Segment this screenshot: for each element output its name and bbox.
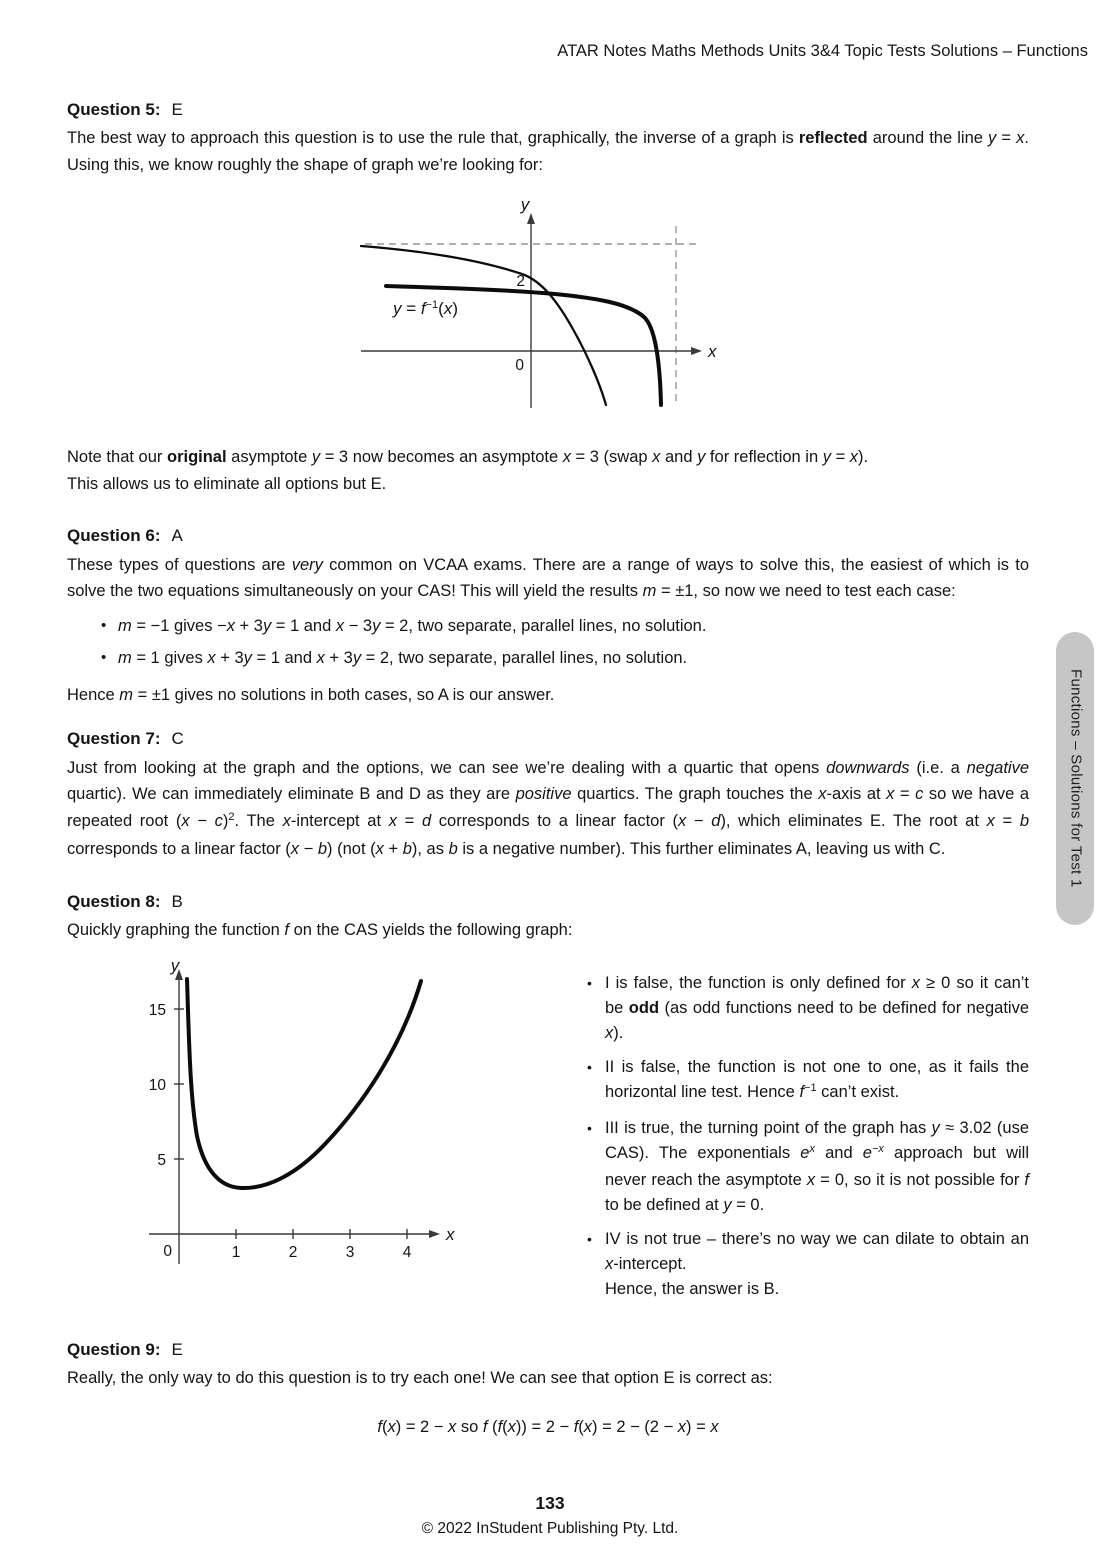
x-axis-arrow bbox=[691, 347, 702, 355]
x-tick-2: 2 bbox=[288, 1243, 298, 1261]
page-content bbox=[67, 97, 1029, 1441]
origin-label: 0 bbox=[515, 357, 524, 374]
question-8-bullets bbox=[585, 956, 1029, 1311]
cas-graph-svg bbox=[80, 956, 460, 1278]
x-axis-arrow bbox=[429, 1230, 440, 1238]
list-item: • I is false, the function is only defined for x ≥ 0 so it can’t be odd (as odd functions need to be defined for negative x). bbox=[585, 971, 1029, 1046]
y-tick-2: 2 bbox=[516, 273, 525, 290]
f-inverse-curve-label: $y = f^{-1}(x)$ bbox=[393, 299, 458, 318]
x-tick-4: 4 bbox=[402, 1243, 412, 1261]
function-curve bbox=[187, 979, 421, 1188]
list-item: • m = 1 gives x + 3y = 1 and x + 3y = 2, two separate, parallel lines, no solution. bbox=[67, 645, 1029, 672]
question-7-body: Just from looking at the graph and the options, we can see we’re dealing with a quartic that opens downwards (i.e. a negative quartic). We can immediately eliminate B and D as they are positive quartics. The graph touches the x-axis at x = c so we have a repeated root $(x - c)^2$. The x-intercept at x = d corresponds to a linear factor (x − d), which eliminates E. The root at x = b corresponds to a linear factor (x − b) (not (x + b), as b is a negative number). This further eliminates A, leaving us with C. bbox=[67, 758, 1030, 858]
page-header bbox=[67, 38, 1088, 65]
inverse-graph-svg bbox=[330, 198, 730, 420]
y-axis-arrow bbox=[527, 213, 535, 224]
inverse-graph-figure bbox=[330, 198, 730, 420]
question-9-heading: Question 9: E bbox=[67, 1339, 183, 1359]
y-axis-label: y bbox=[520, 198, 530, 214]
list-item: • II is false, the function is not one to one, as it fails the horizontal line test. Hence $f^{-1}$ can’t exist. bbox=[585, 1055, 1029, 1107]
question-6-conclusion: Hence m = ±1 gives no solutions in both cases, so A is our answer. bbox=[67, 685, 555, 704]
page-number: 133 bbox=[535, 1493, 565, 1513]
f-curve bbox=[361, 246, 606, 405]
question-7-heading: Question 7: C bbox=[67, 729, 184, 748]
question-5-note: Note that our original asymptote y = 3 now becomes an asymptote x = 3 (swap x and y for reflection in y = x). This allows us to eliminate all options but E. bbox=[67, 448, 869, 493]
x-axis-label: x bbox=[708, 342, 717, 361]
question-5-intro: The best way to approach this question is to use the rule that, graphically, the inverse of a graph is reflected around the line y = x. Using this, we know roughly the shape of graph we’re looking for: bbox=[67, 129, 1029, 174]
header-title: ATAR Notes Maths Methods Units 3&4 Topic Tests Solutions – Functions bbox=[557, 42, 1088, 60]
x-axis-label: x bbox=[446, 1224, 455, 1244]
copyright-notice: © 2022 InStudent Publishing Pty. Ltd. bbox=[421, 1520, 679, 1537]
question-6-intro: These types of questions are very common on VCAA exams. There are a range of ways to solve this, the easiest of which is to solve the two equations simultaneously on your CAS! This will yield the results m = ±1, so now we need to test each case: bbox=[67, 555, 1030, 600]
section-side-tab bbox=[1056, 632, 1094, 925]
section-side-tab-label: Functions – Solutions for Test 1 bbox=[1067, 669, 1085, 888]
question-8-intro: Quickly graphing the function f on the CAS yields the following graph: bbox=[67, 921, 573, 939]
question-9-intro: Really, the only way to do this question is to try each one! We can see that option E is correct as: bbox=[67, 1369, 773, 1387]
list-item: • IV is not true – there’s no way we can dilate to obtain an x-intercept. Hence, the answer is B. bbox=[585, 1227, 1029, 1302]
question-6-bullets bbox=[67, 613, 1029, 672]
x-tick-1: 1 bbox=[231, 1243, 241, 1261]
question-6-heading: Question 6: A bbox=[67, 526, 183, 545]
cas-graph-figure bbox=[80, 956, 460, 1278]
question-8-heading: Question 8: B bbox=[67, 891, 183, 911]
list-item: • m = −1 gives −x + 3y = 1 and x − 3y = 2, two separate, parallel lines, no solution. bbox=[67, 613, 1029, 640]
x-tick-3: 3 bbox=[345, 1243, 355, 1261]
origin-label: 0 bbox=[163, 1242, 172, 1260]
y-tick-10: 10 bbox=[148, 1076, 166, 1094]
y-tick-5: 5 bbox=[157, 1151, 166, 1169]
question-8-figure-row bbox=[67, 956, 1029, 1311]
list-item: • III is true, the turning point of the graph has y ≈ 3.02 (use CAS). The exponentials $e^x$ and $e^{-x}$ approach but will never reach the asymptote x = 0, so it is not possible for f to be defined at y = 0. bbox=[585, 1116, 1029, 1218]
y-tick-15: 15 bbox=[148, 1001, 166, 1019]
question-5-heading: Question 5: E bbox=[67, 99, 183, 119]
y-axis-label: y bbox=[170, 955, 180, 975]
question-9-equation: f(x) = 2 − x so f (f(x)) = 2 − f(x) = 2 − (2 − x) = x bbox=[377, 1417, 719, 1436]
